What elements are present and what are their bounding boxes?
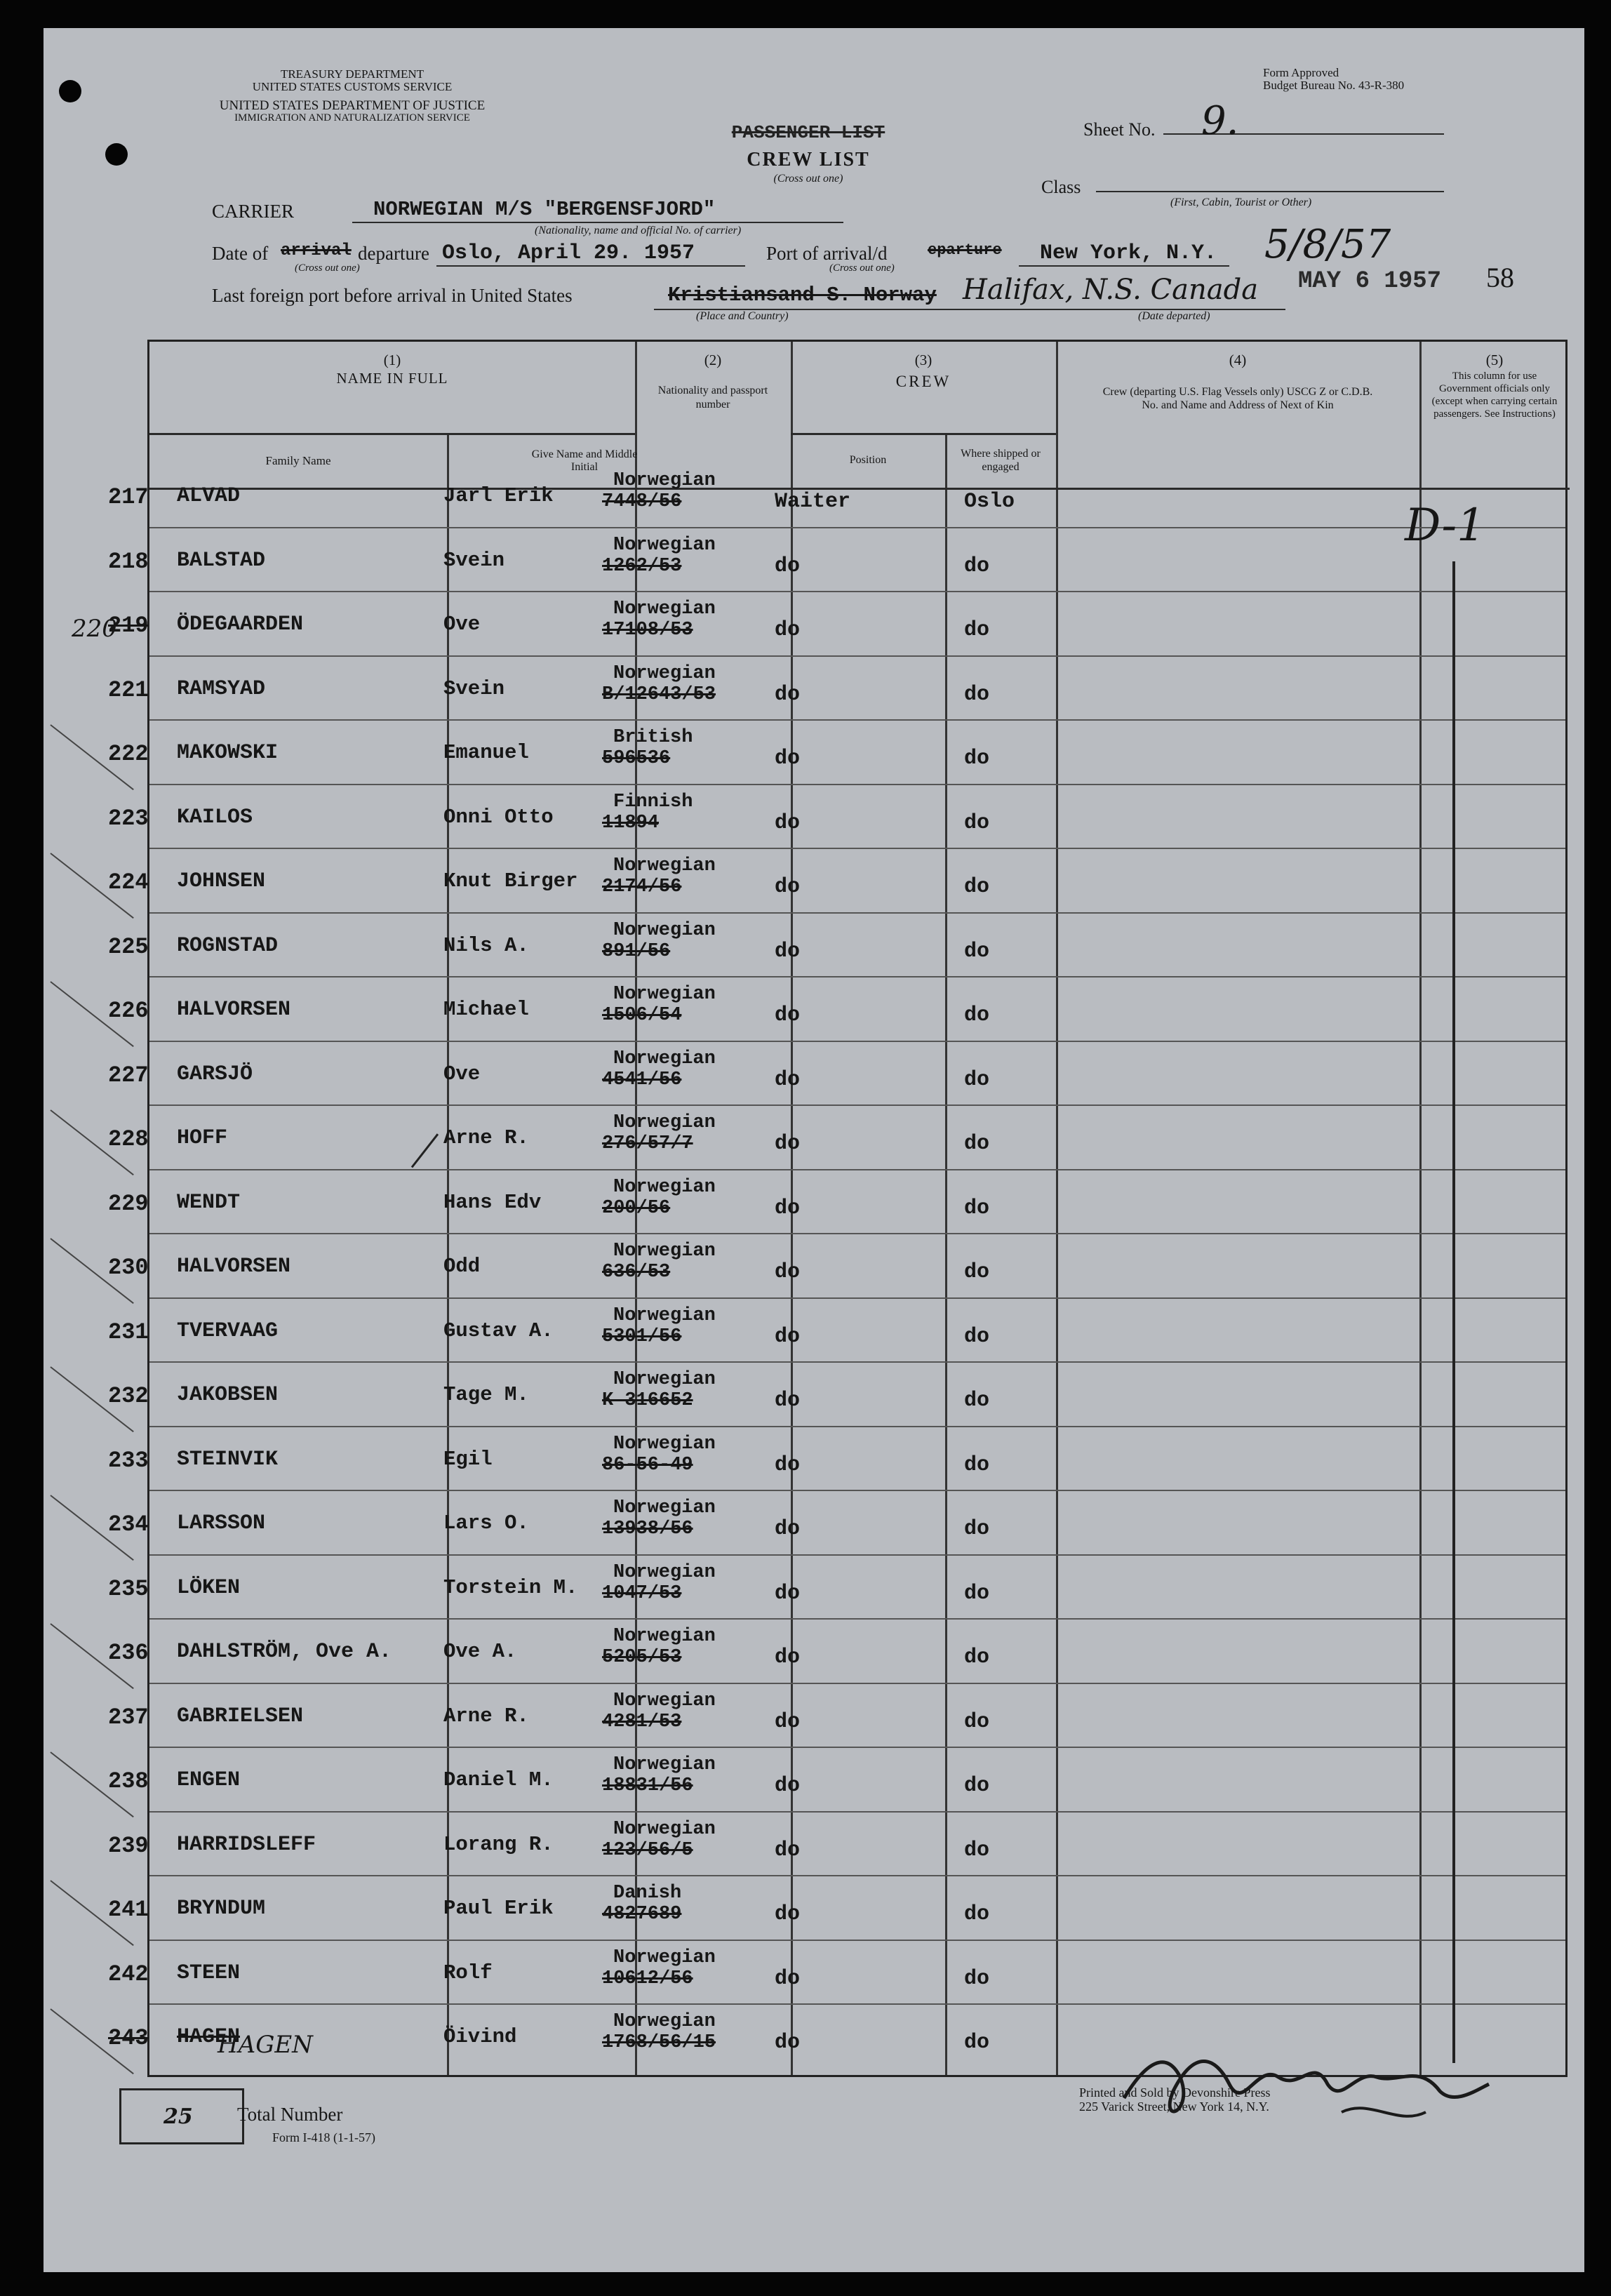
position: do [775, 682, 801, 707]
table-row [44, 1231, 1584, 1287]
nationality: Norwegian [613, 1754, 716, 1775]
crew-list-document [44, 28, 1584, 2272]
row-number: 228 [108, 1126, 149, 1152]
handwritten-220: 220 [72, 615, 117, 643]
passport-number: 2174/56 [602, 876, 682, 897]
position: do [775, 810, 801, 835]
row-number: 222 [108, 741, 149, 767]
where-shipped: Oslo [964, 490, 1015, 514]
arrival-stamp: MAY 6 1957 [1298, 268, 1442, 295]
table-row [44, 1552, 1584, 1608]
family-name: MAKOWSKI [177, 741, 279, 765]
given-name: Arne R. [443, 1704, 529, 1728]
family-name: KAILOS [177, 805, 253, 829]
passport-number: 1506/54 [602, 1005, 682, 1026]
where-shipped: do [964, 939, 990, 963]
nationality: Norwegian [613, 1369, 716, 1390]
col2-number: (2) [704, 352, 722, 368]
where-shipped: do [964, 1260, 990, 1284]
where-shipped: do [964, 1389, 990, 1413]
date-struck: arrival [281, 241, 352, 260]
position: do [775, 1902, 801, 1926]
given-name: Paul Erik [443, 1897, 554, 1920]
position: do [775, 1453, 801, 1477]
position: do [775, 1003, 801, 1027]
budget-bureau: Budget Bureau No. 43-R-380 [1263, 79, 1405, 92]
given-name: Arne R. [443, 1126, 529, 1149]
row-number: 241 [108, 1897, 149, 1923]
position: do [775, 1260, 801, 1284]
handwritten-d1: D-1 [1405, 500, 1485, 552]
nationality: Norwegian [613, 1176, 716, 1198]
nationality: Norwegian [613, 1626, 716, 1647]
given-name: Michael [443, 998, 529, 1021]
given-name: Ove [443, 1062, 481, 1086]
col1-title: NAME IN FULL [336, 370, 448, 387]
passport-number: 5205/53 [602, 1647, 682, 1668]
row-number: 218 [108, 548, 149, 575]
family-name: DAHLSTRÖM, Ove A. [177, 1640, 392, 1664]
nationality: Norwegian [613, 2011, 716, 2032]
total-number: 25 [163, 2104, 193, 2129]
col3-position: Position [849, 454, 887, 466]
passport-number: 1047/53 [602, 1582, 682, 1604]
last-port-handwritten: Halifax, N.S. Canada [963, 274, 1259, 306]
passport-number: 596536 [602, 748, 671, 769]
port-value: New York, N.Y. [1040, 241, 1217, 265]
position: do [775, 2031, 801, 2055]
nationality: Norwegian [613, 1818, 716, 1840]
passport-number: 10612/56 [602, 1968, 693, 1989]
nationality: Norwegian [613, 1561, 716, 1583]
family-name: STEEN [177, 1961, 241, 1985]
row-number: 217 [108, 484, 149, 510]
row-number: 234 [108, 1511, 149, 1537]
table-row [44, 1744, 1584, 1801]
row-number: 229 [108, 1190, 149, 1217]
row-number: 225 [108, 933, 149, 960]
family-name: HOFF [177, 1126, 228, 1150]
nationality: Finnish [613, 791, 693, 813]
where-shipped: do [964, 1453, 990, 1477]
total-label: Total Number [237, 2104, 343, 2125]
nationality: Norwegian [613, 662, 716, 684]
table-row [44, 1359, 1584, 1415]
col4-title: Crew (departing U.S. Flag Vessels only) USCG Z or C.D.B. No. and Name and Address of Next of Kin [1102, 386, 1373, 411]
dept-line-4: IMMIGRATION AND NATURALIZATION SERVICE [234, 112, 470, 124]
row-number: 227 [108, 1062, 149, 1088]
carrier-hint: (Nationality, name and official No. of carrier) [535, 225, 742, 236]
family-name: LARSSON [177, 1511, 266, 1535]
family-name: ENGEN [177, 1768, 241, 1792]
table-row [44, 1424, 1584, 1480]
passport-number: 4541/56 [602, 1069, 682, 1090]
date-label-departure: departure [358, 243, 429, 264]
passport-number: 891/56 [602, 940, 671, 962]
where-shipped: do [964, 1132, 990, 1156]
row-number: 221 [108, 676, 149, 703]
given-name: Lars O. [443, 1511, 529, 1535]
given-name: Ove [443, 613, 481, 636]
given-name: Jarl Erik [443, 484, 554, 507]
table-row [44, 589, 1584, 645]
nationality: Norwegian [613, 984, 716, 1005]
struck-passenger-list: PASSENGER LIST [731, 122, 885, 143]
signature [1117, 2035, 1496, 2133]
row-number: 236 [108, 1640, 149, 1666]
col3-number: (3) [914, 352, 932, 368]
dept-line-2: UNITED STATES CUSTOMS SERVICE [252, 80, 453, 93]
position: Waiter [775, 490, 851, 514]
where-shipped: do [964, 682, 990, 707]
family-name: HARRIDSLEFF [177, 1832, 316, 1857]
where-shipped: do [964, 618, 990, 642]
table-row [44, 1873, 1584, 1929]
passport-number: 200/56 [602, 1197, 671, 1219]
given-name: Knut Birger [443, 869, 578, 893]
punch-hole [105, 143, 128, 166]
position: do [775, 1838, 801, 1862]
position: do [775, 618, 801, 642]
passport-number: B/12643/53 [602, 683, 716, 705]
passport-number: 123/56/5 [602, 1839, 693, 1861]
passport-number: 1768/56/15 [602, 2032, 716, 2053]
document-title: CREW LIST [747, 149, 870, 171]
where-shipped: do [964, 1067, 990, 1092]
port-cross-hint: (Cross out one) [829, 262, 895, 274]
position: do [775, 1646, 801, 1669]
passport-number: 11894 [602, 812, 660, 834]
nationality: Norwegian [613, 599, 716, 620]
nationality: Danish [613, 1883, 682, 1904]
family-name: RAMSYAD [177, 676, 266, 701]
sheet-number: 9. [1201, 98, 1239, 144]
where-shipped: do [964, 1838, 990, 1862]
where-shipped: do [964, 1003, 990, 1027]
col1-given-name: Give Name and Middle Initial [531, 448, 638, 473]
nationality: Norwegian [613, 1690, 716, 1711]
table-row [44, 525, 1584, 581]
where-shipped: do [964, 810, 990, 835]
row-number: 223 [108, 805, 149, 832]
nationality: Norwegian [613, 1112, 716, 1133]
where-shipped: do [964, 875, 990, 899]
row-number: 239 [108, 1832, 149, 1859]
nationality: Norwegian [613, 1497, 716, 1519]
passport-number: 18831/56 [602, 1775, 693, 1796]
given-name: Egil [443, 1447, 493, 1471]
date-cross-hint: (Cross out one) [295, 262, 360, 274]
family-name: HALVORSEN [177, 998, 291, 1022]
form-approved: Form Approved [1263, 66, 1339, 79]
nationality: Norwegian [613, 470, 716, 491]
family-name: HAGEN [177, 2025, 241, 2049]
row-number: 233 [108, 1447, 149, 1474]
table-row [44, 460, 1584, 516]
family-name: ROGNSTAD [177, 933, 279, 958]
where-shipped: do [964, 1581, 990, 1606]
given-name: Svein [443, 548, 505, 572]
family-name: GARSJÖ [177, 1062, 253, 1086]
family-name: ALVAD [177, 484, 241, 508]
table-row [44, 1102, 1584, 1159]
given-name: Gustav A. [443, 1319, 554, 1342]
col1-family-name: Family Name [265, 454, 331, 467]
where-shipped: do [964, 1774, 990, 1798]
where-shipped: do [964, 747, 990, 770]
position: do [775, 1774, 801, 1798]
family-name: HALVORSEN [177, 1255, 291, 1279]
table-row [44, 1295, 1584, 1351]
passport-number: K 316652 [602, 1390, 693, 1411]
table-row [44, 653, 1584, 709]
table-row [44, 910, 1584, 966]
given-name: Nils A. [443, 933, 529, 957]
carrier-value: NORWEGIAN M/S "BERGENSFJORD" [373, 198, 716, 221]
nationality: British [613, 727, 693, 748]
place-hint: (Place and Country) [696, 310, 789, 322]
passport-number: 86-56-49 [602, 1454, 693, 1476]
table-row [44, 974, 1584, 1030]
row-number: 235 [108, 1575, 149, 1602]
row-number: 230 [108, 1255, 149, 1281]
nationality: Norwegian [613, 1241, 716, 1262]
carrier-label: CARRIER [212, 201, 295, 222]
position: do [775, 1132, 801, 1156]
position: do [775, 554, 801, 578]
nationality: Norwegian [613, 534, 716, 556]
table-row [44, 1937, 1584, 1994]
table-row [44, 1167, 1584, 1223]
passport-number: 7448/56 [602, 491, 682, 512]
date-label: Date of [212, 243, 269, 264]
given-name: Emanuel [443, 741, 529, 764]
family-name: GABRIELSEN [177, 1704, 304, 1728]
position: do [775, 747, 801, 770]
handwritten-vertical-line [1452, 561, 1455, 2063]
nationality: Norwegian [613, 855, 716, 876]
position: do [775, 1324, 801, 1349]
where-shipped: do [964, 1517, 990, 1541]
position: do [775, 1709, 801, 1734]
last-port-struck: Kristiansand S. Norway [668, 283, 937, 307]
given-name: Odd [443, 1255, 481, 1278]
col5-title: This column for use Government officials only (except when carrying certain passengers. See Instructions) [1431, 371, 1558, 420]
given-name: Öivind [443, 2025, 517, 2048]
position: do [775, 1067, 801, 1092]
departure-value: Oslo, April 29. 1957 [442, 241, 695, 265]
handwritten-date: 5/8/57 [1264, 222, 1391, 267]
given-name: Torstein M. [443, 1575, 578, 1599]
passport-number: 17108/53 [602, 620, 693, 641]
col4-number: (4) [1229, 352, 1247, 368]
row-number: 238 [108, 1768, 149, 1794]
family-name: JOHNSEN [177, 869, 266, 893]
family-name: LÖKEN [177, 1575, 241, 1600]
where-shipped: do [964, 1966, 990, 1991]
port-label: Port of arrival/d [766, 243, 888, 264]
where-shipped: do [964, 2031, 990, 2055]
row-number: 242 [108, 1961, 149, 1987]
row-number: 219 [108, 613, 149, 639]
position: do [775, 939, 801, 963]
col5-number: (5) [1485, 352, 1504, 368]
row-number: 231 [108, 1319, 149, 1345]
table-row [44, 1681, 1584, 1737]
family-name: ÖDEGAARDEN [177, 613, 304, 636]
given-name: Svein [443, 676, 505, 700]
page-number: 58 [1486, 262, 1514, 293]
given-name: Daniel M. [443, 1768, 554, 1791]
cross-out-hint: (Cross out one) [773, 173, 843, 185]
col1-number: (1) [383, 352, 401, 368]
family-name: TVERVAAG [177, 1319, 279, 1343]
nationality: Norwegian [613, 1048, 716, 1069]
position: do [775, 875, 801, 899]
where-shipped: do [964, 1324, 990, 1349]
family-name: STEINVIK [177, 1447, 279, 1471]
position: do [775, 1581, 801, 1606]
row-number: 226 [108, 998, 149, 1024]
passport-number: 5301/56 [602, 1326, 682, 1347]
family-name: BRYNDUM [177, 1897, 266, 1921]
punch-hole [59, 80, 81, 102]
printer-name: Printed and Sold by Devonshire Press [1079, 2085, 1271, 2100]
family-name: BALSTAD [177, 548, 266, 573]
passport-number: 4281/53 [602, 1711, 682, 1733]
where-shipped: do [964, 1709, 990, 1734]
handwritten-hagen: HAGEN [218, 2031, 313, 2059]
table-row [44, 1616, 1584, 1672]
table-row [44, 717, 1584, 773]
row-number: 232 [108, 1383, 149, 1409]
class-label: Class [1041, 177, 1081, 197]
passport-number: 4827689 [602, 1904, 682, 1925]
form-number: Form I-418 (1-1-57) [272, 2130, 375, 2144]
table-row [44, 846, 1584, 902]
sheet-label: Sheet No. [1083, 119, 1156, 140]
col2-title: Nationality and passport number [657, 385, 768, 411]
col3-where-shipped: Where shipped or engaged [961, 448, 1041, 473]
class-hint: (First, Cabin, Tourist or Other) [1170, 196, 1312, 208]
passport-number: 636/53 [602, 1262, 671, 1283]
given-name: Hans Edv [443, 1190, 542, 1214]
position: do [775, 1389, 801, 1413]
passport-number: 276/57/7 [602, 1133, 693, 1154]
dept-line-3: UNITED STATES DEPARTMENT OF JUSTICE [219, 98, 486, 113]
where-shipped: do [964, 1902, 990, 1926]
nationality: Norwegian [613, 1304, 716, 1326]
row-number: 243 [108, 2025, 149, 2051]
date-departed-hint: (Date departed) [1138, 310, 1210, 322]
table-row [44, 782, 1584, 838]
last-port-label: Last foreign port before arrival in United States [212, 285, 573, 306]
position: do [775, 1196, 801, 1220]
nationality: Norwegian [613, 1947, 716, 1968]
table-row [44, 1488, 1584, 1544]
dept-line-1: TREASURY DEPARTMENT [280, 67, 425, 81]
given-name: Lorang R. [443, 1832, 554, 1856]
table-row [44, 1809, 1584, 1865]
family-name: JAKOBSEN [177, 1383, 279, 1407]
passport-number: 1262/53 [602, 555, 682, 577]
where-shipped: do [964, 1196, 990, 1220]
printer-address: 225 Varick Street, New York 14, N.Y. [1079, 2100, 1269, 2114]
passport-number: 13938/56 [602, 1519, 693, 1540]
table-row [44, 1039, 1584, 1095]
where-shipped: do [964, 1646, 990, 1669]
given-name: Onni Otto [443, 805, 554, 829]
given-name: Rolf [443, 1961, 493, 1984]
nationality: Norwegian [613, 919, 716, 941]
position: do [775, 1966, 801, 1991]
family-name: WENDT [177, 1190, 241, 1215]
col3-title: CREW [895, 373, 951, 390]
where-shipped: do [964, 554, 990, 578]
given-name: Ove A. [443, 1640, 517, 1663]
given-name: Tage M. [443, 1383, 529, 1406]
total-number-box [119, 2088, 244, 2144]
row-number: 237 [108, 1704, 149, 1730]
port-struck: eparture [928, 241, 1002, 259]
nationality: Norwegian [613, 1433, 716, 1455]
position: do [775, 1517, 801, 1541]
row-number: 224 [108, 869, 149, 895]
